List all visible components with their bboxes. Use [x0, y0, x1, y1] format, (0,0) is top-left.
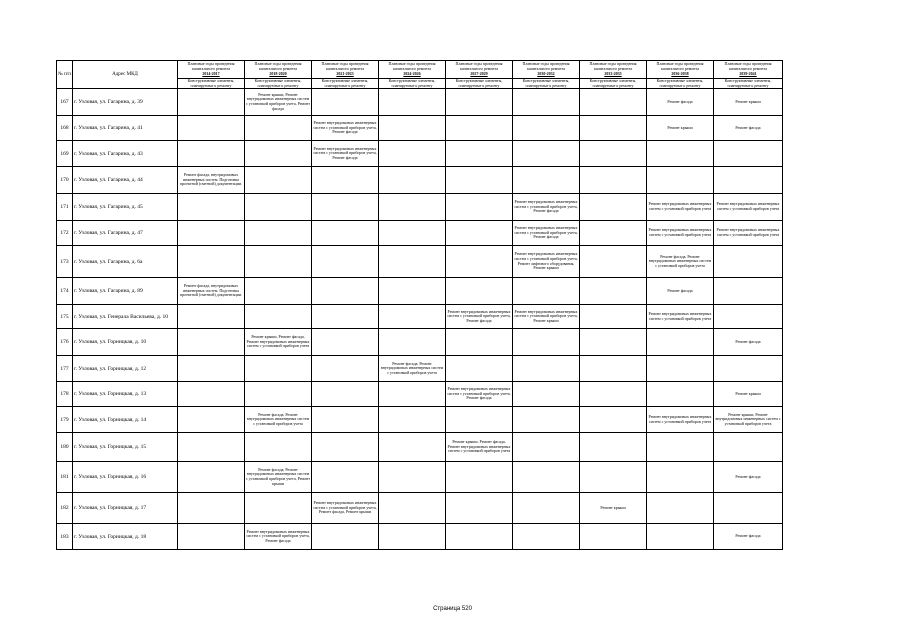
repair-cell: Ремонт крыши, Ремонт внутридомовых инженерных систем с установкой приборов учета: [714, 407, 783, 433]
repair-cell: Ремонт фасада: [714, 524, 783, 550]
repair-cell: [580, 221, 647, 246]
period-years: 2033-2035: [604, 71, 622, 77]
table-row: [57, 524, 783, 550]
repair-cell: Ремонт внутридомовых инженерных систем с установкой приборов учета: [647, 221, 714, 246]
period-subheader: Конструктивные элементы, планируемые к ремонту: [580, 79, 647, 89]
repair-cell: Ремонт внутридомовых инженерных систем с установкой приборов учета, Ремонт фасада: [513, 194, 580, 221]
period-years: 2027-2029: [470, 71, 488, 77]
repair-cell: [379, 407, 446, 433]
repair-cell: [446, 524, 513, 550]
period-subheader: Конструктивные элементы, планируемые к ремонту: [647, 79, 714, 89]
period-header: [312, 61, 379, 79]
page-number: Страница 520: [433, 606, 472, 612]
row-number: 173: [57, 246, 73, 278]
repair-cell: [513, 524, 580, 550]
table-row: [57, 356, 783, 382]
repair-cell: [178, 433, 245, 462]
repair-cell: [714, 356, 783, 382]
repair-cell: [379, 493, 446, 524]
repair-cell: [513, 493, 580, 524]
repair-cell: [714, 167, 783, 194]
address-cell: г. Узловая, ул. Гагарина, д. 39: [73, 89, 178, 116]
repair-cell: Ремонт внутридомовых инженерных систем с установкой приборов учета: [647, 407, 714, 433]
repair-cell: [580, 89, 647, 116]
row-number: 174: [57, 278, 73, 305]
address-cell: г. Узловая, ул. Горницкая, д. 15: [73, 433, 178, 462]
address-cell: г. Узловая, ул. Генерала Васильева, д. 10: [73, 305, 178, 329]
table-row: [57, 382, 783, 407]
row-number: 172: [57, 221, 73, 246]
repair-cell: [312, 382, 379, 407]
period-years: 2036-2038: [671, 71, 689, 77]
repair-cell: [580, 278, 647, 305]
repair-cell: [446, 194, 513, 221]
repair-cell: [312, 221, 379, 246]
period-title: Плановые годы проведения капитального ремонта: [656, 61, 704, 71]
period-header: [245, 61, 312, 79]
repair-cell: [178, 462, 245, 493]
repair-cell: [379, 329, 446, 356]
address-column-header: Адрес МКД: [73, 61, 178, 89]
repair-cell: [178, 246, 245, 278]
repair-cell: Ремонт фасада: [714, 116, 783, 141]
address-cell: г. Узловая, ул. Гагарина, д. 43: [73, 141, 178, 167]
repair-cell: [178, 194, 245, 221]
row-number: 167: [57, 89, 73, 116]
address-cell: г. Узловая, ул. Гагарина, д. 6а: [73, 246, 178, 278]
address-cell: г. Узловая, ул. Гагарина, д. 44: [73, 167, 178, 194]
repair-cell: [647, 167, 714, 194]
repair-cell: [580, 141, 647, 167]
period-header: [580, 61, 647, 79]
repair-cell: [647, 141, 714, 167]
address-cell: г. Узловая, ул. Горницкая, д. 18: [73, 524, 178, 550]
period-title: Плановые годы проведения капитального ремонта: [388, 61, 436, 71]
repair-cell: [245, 141, 312, 167]
repair-cell: [379, 221, 446, 246]
table-row: [57, 329, 783, 356]
repair-cell: Ремонт внутридомовых инженерных систем с установкой приборов учета, Ремонт фасада: [446, 382, 513, 407]
repair-cell: [446, 89, 513, 116]
period-title: Плановые годы проведения капитального ремонта: [254, 61, 302, 71]
row-number: 170: [57, 167, 73, 194]
period-years: 2039-2041: [739, 71, 757, 77]
repair-cell: [513, 433, 580, 462]
table-row: [57, 462, 783, 493]
table-row: [57, 167, 783, 194]
period-years: 2024-2026: [403, 71, 421, 77]
address-cell: г. Узловая, ул. Горницкая, д. 17: [73, 493, 178, 524]
repair-cell: [379, 382, 446, 407]
repair-cell: [446, 356, 513, 382]
table-row: [57, 141, 783, 167]
repair-cell: [647, 433, 714, 462]
table-row: [57, 493, 783, 524]
repair-cell: Ремонт внутридомовых инженерных систем с установкой приборов учета, Ремонт фасада, Ремонт крыши: [312, 493, 379, 524]
repair-cell: [379, 141, 446, 167]
period-subheader: Конструктивные элементы, планируемые к ремонту: [312, 79, 379, 89]
repair-cell: [245, 116, 312, 141]
repair-cell: [446, 116, 513, 141]
period-title: Плановые годы проведения капитального ремонта: [724, 61, 772, 71]
repair-cell: [178, 407, 245, 433]
repair-cell: [178, 356, 245, 382]
repair-cell: [513, 356, 580, 382]
repair-cell: Ремонт фасада: [714, 329, 783, 356]
repair-cell: [379, 194, 446, 221]
row-number: 180: [57, 433, 73, 462]
repair-cell: Ремонт фасада, Ремонт внутридомовых инженерных систем с установкой приборов учета: [379, 356, 446, 382]
repair-cell: [245, 221, 312, 246]
period-subheader: Конструктивные элементы, планируемые к ремонту: [379, 79, 446, 89]
row-number: 175: [57, 305, 73, 329]
repair-cell: [245, 382, 312, 407]
repair-cell: [312, 462, 379, 493]
repair-cell: Ремонт фасада, внутридомовых инженерных систем. Подготовка проектной (сметной) документации.: [178, 278, 245, 305]
repair-cell: Ремонт внутридомовых инженерных систем с установкой приборов учета: [714, 194, 783, 221]
row-number: 183: [57, 524, 73, 550]
repair-cell: [446, 493, 513, 524]
repair-cell: [580, 524, 647, 550]
repair-cell: [714, 493, 783, 524]
repair-cell: [580, 382, 647, 407]
repair-cell: [513, 141, 580, 167]
repair-cell: [513, 382, 580, 407]
repair-cell: [379, 433, 446, 462]
repair-cell: [580, 329, 647, 356]
repair-cell: [446, 407, 513, 433]
repair-cell: Ремонт крыши: [580, 493, 647, 524]
repair-cell: [647, 524, 714, 550]
repair-cell: [245, 167, 312, 194]
repair-cell: [379, 305, 446, 329]
repair-cell: [580, 462, 647, 493]
table-header: [57, 61, 783, 89]
row-number: 181: [57, 462, 73, 493]
repair-cell: [513, 278, 580, 305]
repair-cell: Ремонт крыши, Ремонт фасада, Ремонт внутридомовых инженерных систем с установкой приборов учета: [245, 329, 312, 356]
repair-cell: [714, 246, 783, 278]
period-title: Плановые годы проведения капитального ремонта: [321, 61, 369, 71]
address-cell: г. Узловая, ул. Гагарина, д. 47: [73, 221, 178, 246]
repair-cell: Ремонт внутридомовых инженерных систем с установкой приборов учета, Ремонт фасада: [245, 524, 312, 550]
repair-cell: Ремонт фасада, внутридомовых инженерных систем. Подготовка проектной (сметной) документации.: [178, 167, 245, 194]
repair-cell: [714, 433, 783, 462]
period-years: 2021-2023: [336, 71, 354, 77]
repair-cell: [513, 407, 580, 433]
repair-cell: [312, 246, 379, 278]
repair-cell: [580, 305, 647, 329]
repair-cell: [446, 278, 513, 305]
repair-cell: Ремонт фасада, Ремонт внутридомовых инженерных систем с установкой приборов учета: [647, 246, 714, 278]
repair-cell: [714, 141, 783, 167]
repair-cell: [580, 246, 647, 278]
table-row: [57, 194, 783, 221]
period-header: [379, 61, 446, 79]
table-row: [57, 305, 783, 329]
repair-cell: [245, 305, 312, 329]
repair-cell: Ремонт фасада: [647, 278, 714, 305]
num-column-header: № п/п: [57, 61, 73, 89]
period-header: [513, 61, 580, 79]
period-years: 2014-2017: [202, 71, 220, 77]
period-subheader: Конструктивные элементы, планируемые к ремонту: [178, 79, 245, 89]
period-title: Плановые годы проведения капитального ремонта: [187, 61, 235, 71]
repair-cell: [647, 382, 714, 407]
address-cell: г. Узловая, ул. Горницкая, д. 10: [73, 329, 178, 356]
repair-cell: [513, 167, 580, 194]
repair-cell: [178, 329, 245, 356]
repair-cell: [312, 194, 379, 221]
repair-cell: [714, 305, 783, 329]
repair-cell: [178, 116, 245, 141]
repair-cell: Ремонт внутридомовых инженерных систем с установкой приборов учета, Ремонт лифтового оборудования, Ремонт крыши: [513, 246, 580, 278]
repair-cell: Ремонт фасада: [714, 462, 783, 493]
repair-cell: Ремонт внутридомовых инженерных систем с установкой приборов учета: [647, 194, 714, 221]
repair-cell: [245, 356, 312, 382]
repair-cell: [312, 433, 379, 462]
row-number: 182: [57, 493, 73, 524]
address-cell: г. Узловая, ул. Гагарина, д. 89: [73, 278, 178, 305]
address-cell: г. Узловая, ул. Горницкая, д. 13: [73, 382, 178, 407]
repair-cell: [312, 356, 379, 382]
period-header: [647, 61, 714, 79]
row-number: 171: [57, 194, 73, 221]
repair-cell: [312, 278, 379, 305]
row-number: 179: [57, 407, 73, 433]
period-subheader: Конструктивные элементы, планируемые к ремонту: [714, 79, 783, 89]
address-cell: г. Узловая, ул. Горницкая, д. 12: [73, 356, 178, 382]
repair-cell: Ремонт внутридомовых инженерных систем с установкой приборов учета, Ремонт фасада: [312, 116, 379, 141]
repair-cell: [245, 194, 312, 221]
address-cell: г. Узловая, ул. Гагарина, д. 45: [73, 194, 178, 221]
period-subheader: Конструктивные элементы, планируемые к ремонту: [513, 79, 580, 89]
repair-cell: [178, 89, 245, 116]
repair-cell: [446, 246, 513, 278]
table-row: [57, 246, 783, 278]
repair-cell: [178, 221, 245, 246]
repair-cell: Ремонт крыши: [714, 382, 783, 407]
repair-cell: [714, 278, 783, 305]
period-subheader: Конструктивные элементы, планируемые к ремонту: [245, 79, 312, 89]
repair-cell: [379, 167, 446, 194]
table-row: [57, 116, 783, 141]
repair-cell: [178, 141, 245, 167]
row-number: 168: [57, 116, 73, 141]
repair-cell: [446, 462, 513, 493]
table-body: [57, 89, 783, 550]
repair-cell: Ремонт внутридомовых инженерных систем с установкой приборов учета, Ремонт крыши: [513, 305, 580, 329]
repair-cell: [446, 167, 513, 194]
table-row: [57, 278, 783, 305]
repair-cell: [513, 89, 580, 116]
repair-cell: Ремонт крыши, Ремонт внутридомовых инженерных систем с установкой приборов учета, Ремонт фасада: [245, 89, 312, 116]
repair-cell: [312, 524, 379, 550]
period-years: 2030-2032: [537, 71, 555, 77]
table-row: [57, 221, 783, 246]
repair-cell: [580, 433, 647, 462]
repair-cell: [513, 116, 580, 141]
repair-cell: [379, 524, 446, 550]
repair-cell: Ремонт фасада: [647, 89, 714, 116]
repair-cell: [647, 493, 714, 524]
repair-cell: Ремонт внутридомовых инженерных систем с установкой приборов учета, Ремонт фасада: [312, 141, 379, 167]
repair-cell: [312, 89, 379, 116]
period-header: [714, 61, 783, 79]
repair-cell: [178, 305, 245, 329]
repair-cell: [379, 89, 446, 116]
repair-cell: Ремонт крыши, Ремонт фасада, Ремонт внутридомовых инженерных систем с установкой приборов учета: [446, 433, 513, 462]
repair-cell: [379, 462, 446, 493]
repair-cell: [580, 356, 647, 382]
row-number: 176: [57, 329, 73, 356]
repair-cell: [379, 278, 446, 305]
repair-cell: Ремонт внутридомовых инженерных систем с установкой приборов учета, Ремонт фасада: [513, 221, 580, 246]
row-number: 169: [57, 141, 73, 167]
row-number: 177: [57, 356, 73, 382]
repair-cell: [647, 462, 714, 493]
table-row: [57, 89, 783, 116]
repair-cell: [178, 493, 245, 524]
repair-cell: [245, 246, 312, 278]
repair-cell: [580, 116, 647, 141]
table-row: [57, 407, 783, 433]
repair-cell: Ремонт внутридомовых инженерных систем с установкой приборов учета, Ремонт фасада: [446, 305, 513, 329]
address-cell: г. Узловая, ул. Горницкая, д. 16: [73, 462, 178, 493]
repair-cell: [647, 329, 714, 356]
repair-cell: [312, 305, 379, 329]
period-title: Плановые годы проведения капитального ремонта: [589, 61, 637, 71]
repair-cell: Ремонт фасада, Ремонт внутридомовых инженерных систем с установкой приборов учета: [245, 407, 312, 433]
repair-cell: [245, 278, 312, 305]
repair-cell: [446, 221, 513, 246]
address-cell: г. Узловая, ул. Горницкая, д. 14: [73, 407, 178, 433]
repair-cell: [245, 433, 312, 462]
table-row: [57, 433, 783, 462]
period-subheader: Конструктивные элементы, планируемые к ремонту: [446, 79, 513, 89]
repair-cell: [245, 493, 312, 524]
capital-repair-table: [56, 60, 783, 550]
repair-cell: [446, 329, 513, 356]
repair-cell: Ремонт крыши: [647, 116, 714, 141]
repair-cell: [379, 116, 446, 141]
repair-cell: Ремонт внутридомовых инженерных систем с установкой приборов учета: [647, 305, 714, 329]
repair-cell: [580, 407, 647, 433]
repair-cell: [647, 356, 714, 382]
repair-cell: Ремонт крыши: [714, 89, 783, 116]
repair-cell: [178, 524, 245, 550]
repair-cell: Ремонт внутридомовых инженерных систем с установкой приборов учета: [714, 221, 783, 246]
period-title: Плановые годы проведения капитального ремонта: [455, 61, 503, 71]
repair-cell: [446, 141, 513, 167]
repair-cell: [312, 167, 379, 194]
period-years: 2018-2020: [269, 71, 287, 77]
period-header: [446, 61, 513, 79]
repair-cell: [513, 462, 580, 493]
repair-cell: Ремонт фасада, Ремонт внутридомовых инженерных систем с установкой приборов учета, Ремонт крыши: [245, 462, 312, 493]
period-header: [178, 61, 245, 79]
period-title: Плановые годы проведения капитального ремонта: [522, 61, 570, 71]
repair-cell: [312, 329, 379, 356]
repair-cell: [580, 194, 647, 221]
repair-cell: [178, 382, 245, 407]
repair-cell: [379, 246, 446, 278]
repair-cell: [312, 407, 379, 433]
repair-cell: [580, 167, 647, 194]
address-cell: г. Узловая, ул. Гагарина, д. 41: [73, 116, 178, 141]
repair-cell: [513, 329, 580, 356]
row-number: 178: [57, 382, 73, 407]
